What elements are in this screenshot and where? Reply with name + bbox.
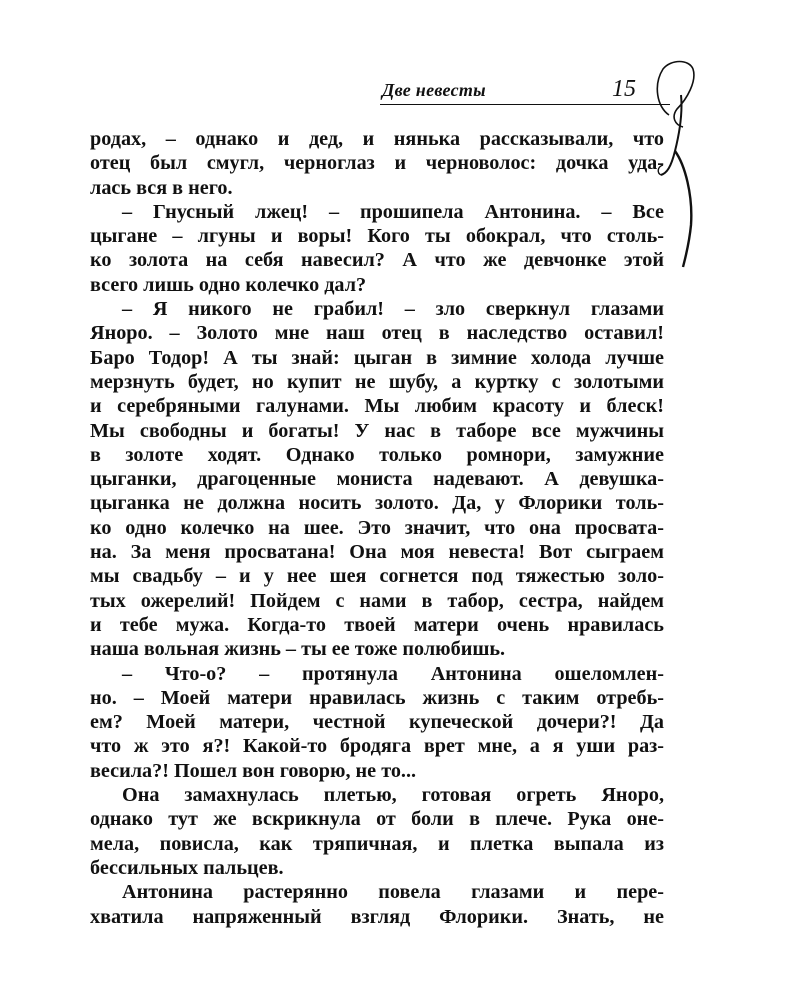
text-line: что ж это я?! Какой-то бродяга врет мне, а я уши раз-: [90, 735, 664, 758]
text-line: отец был смугл, черноглаз и черноволос: дочка уда-: [90, 152, 664, 175]
text-line: весила?! Пошел вон говорю, не то...: [90, 759, 417, 782]
text-line: лась вся в него.: [90, 176, 233, 199]
text-line: тых ожерелий! Пойдем с нами в табор, сестра, найдем: [90, 589, 664, 612]
text-line: – Что-о? – протянула Антонина ошеломлен-: [122, 662, 664, 685]
text-line: и тебе мужа. Когда-то твоей матери очень нравилась: [90, 613, 664, 636]
text-line: родах, – однако и дед, и нянька рассказывали, что: [90, 128, 664, 150]
text-line: мерзнуть будет, но купит не шубу, а куртку с золотыми: [90, 370, 664, 393]
text-line: Яноро. – Золото мне наш отец в наследство оставил!: [90, 322, 664, 345]
body-text: [90, 127, 664, 929]
text-line: Мы свободны и богаты! У нас в таборе все мужчины: [90, 419, 664, 442]
text-line: ко золота на себя навесил? А что же девчонке этой: [90, 249, 664, 272]
running-title: Две невесты: [382, 80, 486, 100]
text-line: бессильных пальцев.: [90, 856, 284, 879]
text-line: Баро Тодор! А ты знай: цыган в зимние холода лучше: [90, 346, 664, 369]
text-line: наша вольная жизнь – ты ее тоже полюбишь.: [90, 638, 506, 661]
text-line: на. За меня просватана! Она моя невеста! Вот сыграем: [90, 541, 664, 564]
text-line: однако тут же вскрикнула от боли в плече. Рука оне-: [90, 808, 664, 831]
text-line: цыгане – лгуны и воры! Кого ты обокрал, что столь-: [90, 225, 664, 248]
text-line: хватила напряженный взгляд Флорики. Знать, не: [90, 905, 664, 928]
text-line: цыганки, драгоценные мониста надевают. А девушка-: [90, 468, 664, 491]
text-line: всего лишь одно колечко дал?: [90, 273, 367, 296]
text-line: мела, повисла, как тряпичная, и плетка выпала из: [90, 832, 664, 855]
text-line: Антонина растерянно повела глазами и пере-: [122, 881, 664, 904]
text-line: в золоте ходят. Однако только ромнори, замужние: [90, 443, 664, 466]
text-line: но. – Моей матери нравилась жизнь с таким отребь-: [90, 686, 664, 709]
text-line: Она замахнулась плетью, готовая огреть Яноро,: [122, 784, 664, 807]
text-line: – Я никого не грабил! – зло сверкнул глазами: [122, 298, 664, 321]
page-number: 15: [612, 76, 636, 102]
running-header: [380, 76, 670, 106]
text-line: – Гнусный лжец! – прошипела Антонина. – Все: [122, 200, 664, 223]
text-line: ко одно колечко на шее. Это значит, что она просвата-: [90, 516, 664, 539]
text-line: цыганка не должна носить золото. Да, у Флорики толь-: [90, 492, 664, 515]
text-line: и серебряными галунами. Мы любим красоту и блеск!: [90, 395, 664, 418]
header-rule: [380, 104, 670, 105]
text-line: ем? Моей матери, честной купеческой дочери?! Да: [90, 711, 664, 734]
text-line: мы свадьбу – и у нее шея согнется под тяжестью золо-: [90, 565, 664, 588]
